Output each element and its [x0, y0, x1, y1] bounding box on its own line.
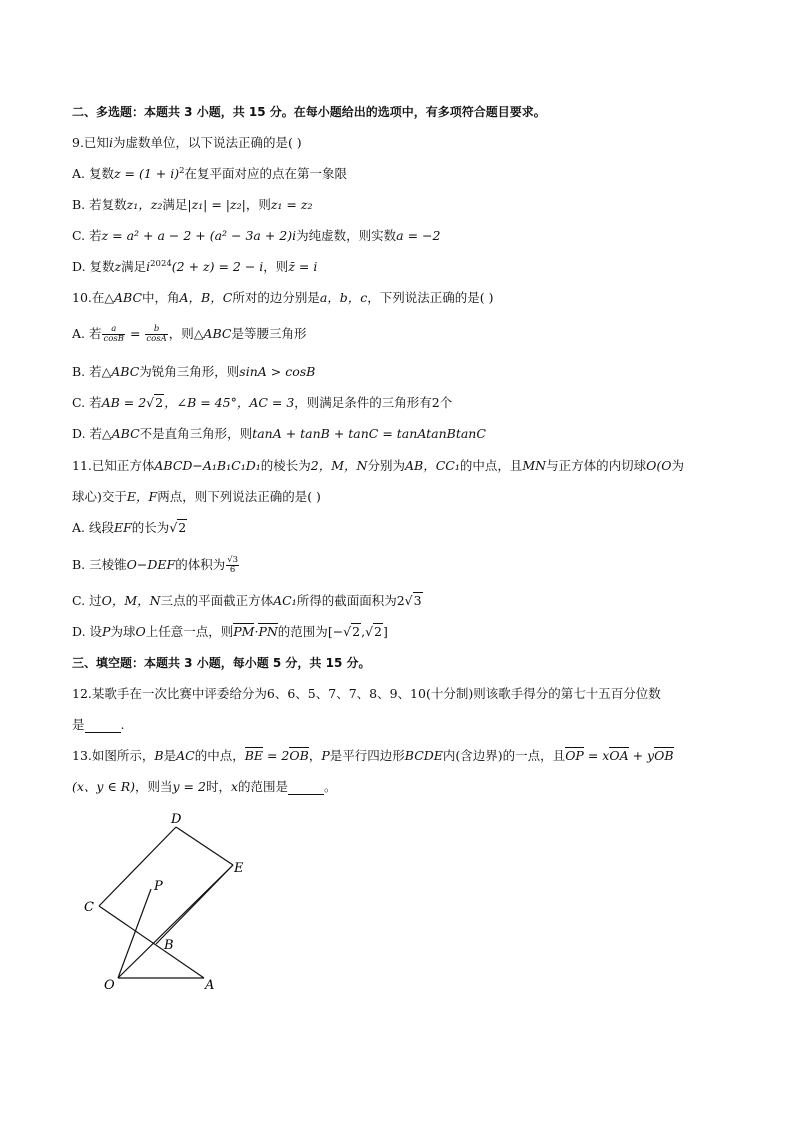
denominator: cosB [103, 334, 124, 344]
math: z = a² + a − 2 + (a² − 3a + 2)i [101, 228, 297, 243]
text: 为纯虚数，则实数 [296, 228, 397, 243]
text: 是等腰三角形 [231, 326, 307, 341]
math: (2 + z) = 2 − i [171, 259, 264, 274]
question-11-option-b [72, 554, 240, 576]
radicand: 3 [413, 593, 422, 608]
segment-OP [118, 889, 151, 978]
math: MN [522, 458, 547, 473]
coefficient: 2 [396, 593, 405, 608]
text: C. 过 [72, 593, 102, 608]
math: a = −2 [396, 228, 441, 243]
range: ] [383, 624, 388, 639]
text: 是平行四边形 [329, 748, 405, 763]
vector: BE [244, 748, 264, 763]
segment-CD [99, 827, 176, 906]
range: , [361, 624, 366, 639]
math: x [230, 779, 239, 794]
math: ABCD−A₁B₁C₁D₁ [154, 458, 261, 473]
text: ，则 [245, 197, 271, 212]
radicand: 2 [352, 624, 361, 639]
text: 时， [205, 779, 231, 794]
text: 是 [72, 717, 85, 732]
text: A. 若 [72, 326, 102, 341]
superscript: 2024 [150, 258, 172, 269]
text: D. 设 [72, 624, 103, 639]
text: C. 若 [72, 395, 102, 410]
text: 内(含边界)的一点，且 [442, 748, 566, 763]
fraction [226, 556, 239, 575]
fraction [145, 325, 167, 344]
question-9-option-a [72, 166, 347, 182]
text: 9.已知 [72, 135, 109, 150]
text: A. 复数 [72, 166, 114, 181]
math: 2，M，N [310, 458, 368, 473]
label-A: A [205, 978, 215, 993]
text: ，则当 [134, 779, 173, 794]
math: E，F [126, 489, 158, 504]
denominator: cosA [146, 334, 167, 344]
question-10-stem [72, 290, 494, 306]
text: B. 三棱锥 [72, 557, 127, 572]
math: |z₁| = |z₂| [187, 197, 246, 212]
question-11-option-a [72, 520, 187, 536]
math: sinA > cosB [239, 364, 316, 379]
question-11-option-c [72, 593, 423, 609]
math: = [125, 326, 145, 341]
math: O，M，N [101, 593, 161, 608]
answer-blank[interactable] [288, 782, 324, 795]
math: BCDE [404, 748, 443, 763]
vector: PN [258, 624, 278, 639]
text: 上任意一点，则 [145, 624, 234, 639]
math: △ABC [101, 364, 140, 379]
math: AC₁ [273, 593, 297, 608]
question-13-line-2 [72, 779, 337, 795]
question-13-figure [78, 810, 268, 1000]
text: B. 若 [72, 364, 102, 379]
question-11-option-d [72, 624, 388, 640]
text: 所得的截面面积为 [296, 593, 397, 608]
math: O(O [646, 458, 672, 473]
question-9-option-b [72, 197, 312, 213]
text: ， [308, 748, 322, 763]
radicand: 2 [155, 395, 164, 410]
vector: OA [609, 748, 629, 763]
sqrt: √2 [146, 395, 164, 410]
math: z̄ = i [288, 259, 318, 274]
math: (x、y ∈ R) [72, 779, 135, 794]
math: z = (1 + i) [113, 166, 180, 181]
superscript: 2 [179, 165, 185, 176]
segment-CA [99, 906, 204, 978]
math: + y [628, 748, 655, 763]
text: ，下列说法正确的是( ) [367, 290, 494, 305]
label-O: O [104, 978, 115, 993]
text: 的中点，且 [459, 458, 523, 473]
label-E: E [234, 861, 244, 876]
math: AC [176, 748, 195, 763]
math: AB = 2 [101, 395, 147, 410]
text: 不是直角三角形，则 [139, 426, 253, 441]
fraction [102, 325, 125, 344]
dot: · [254, 624, 259, 639]
math: AB，CC₁ [404, 458, 460, 473]
text: 的范围为 [277, 624, 328, 639]
text: 球心)交于 [72, 489, 127, 504]
math: P [102, 624, 111, 639]
text: ，则满足条件的三角形有2个 [294, 395, 453, 410]
math: △ABC [102, 426, 140, 441]
text: B. 若复数 [72, 197, 127, 212]
numerator: √3 [227, 555, 239, 565]
text: 满足 [162, 197, 188, 212]
question-10-option-b [72, 364, 315, 380]
question-12-line-1: 12.某歌手在一次比赛中评委给分为6、6、5、7、7、8、9、10(十分制)则该歌手得分的第七十五百分位数 [72, 686, 661, 701]
text: 所对的边分别是 [232, 290, 320, 305]
section-heading-fill-in: 三、填空题：本题共 3 小题，每小题 5 分，共 15 分。 [72, 656, 371, 670]
question-10-option-d [72, 426, 486, 442]
text: 10.在 [72, 290, 105, 305]
segment-OE [118, 865, 233, 978]
text: D. 若 [72, 426, 103, 441]
math: △ABC [193, 326, 232, 341]
vector: PM [233, 624, 255, 639]
question-13-line-1 [72, 748, 674, 764]
label-P: P [154, 879, 163, 894]
math: z [114, 259, 122, 274]
math: EF [113, 520, 132, 535]
text: 为球 [110, 624, 136, 639]
text: 11.已知正方体 [72, 458, 155, 473]
math: O [135, 624, 146, 639]
text: 13.如图所示， [72, 748, 155, 763]
vector: OP [565, 748, 584, 763]
math: z₁，z₂ [126, 197, 163, 212]
text: 的体积为 [175, 557, 226, 572]
text: 两点，则下列说法正确的是( ) [157, 489, 321, 504]
math: i [108, 135, 113, 150]
segment-DE [176, 827, 233, 865]
math: tanA + tanB + tanC = tanAtanBtanC [252, 426, 486, 441]
text: 与正方体的内切球 [546, 458, 647, 473]
text: 为锐角三角形，则 [139, 364, 240, 379]
text: 为 [671, 458, 685, 473]
denominator: 6 [229, 565, 236, 575]
math: i [146, 259, 151, 274]
text: 为虚数单位，以下说法正确的是( ) [112, 135, 302, 150]
text: . [120, 717, 125, 732]
sqrt: √2 [365, 624, 382, 639]
label-C: C [84, 900, 94, 915]
sqrt: √2 [343, 624, 361, 639]
math: = 2 [263, 748, 290, 763]
range: [− [327, 624, 344, 639]
radicand: 2 [374, 624, 382, 639]
math: A，B，C [179, 290, 233, 305]
text: ，则 [263, 259, 289, 274]
math: y = 2 [172, 779, 206, 794]
section-heading-multiple-choice: 二、多选题：本题共 3 小题，共 15 分。在每小题给出的选项中，有多项符合题目要求。 [72, 105, 546, 119]
math: = x [583, 748, 610, 763]
text: 满足 [121, 259, 147, 274]
radicand: 2 [178, 520, 187, 535]
math: B [154, 748, 164, 763]
math: △ABC [104, 290, 143, 305]
math: ，∠B = 45°，AC = 3 [164, 395, 295, 410]
text: 三点的平面截正方体 [160, 593, 274, 608]
question-11-stem-line-2 [72, 489, 321, 505]
vector: OB [654, 748, 674, 763]
label-B: B [164, 938, 174, 953]
question-12-line-2 [72, 717, 125, 733]
radicand: 3 [232, 555, 239, 565]
text: 分别为 [367, 458, 405, 473]
question-9-stem [72, 135, 302, 151]
math: P [321, 748, 330, 763]
question-9-option-d [72, 259, 317, 275]
text: 在复平面对应的点在第一象限 [184, 166, 348, 181]
text: 的棱长为 [260, 458, 311, 473]
text: 。 [324, 779, 337, 794]
text: 的长为 [131, 520, 170, 535]
vector: OB [289, 748, 309, 763]
text: 是 [163, 748, 177, 763]
text: 中，角 [142, 290, 180, 305]
text: A. 线段 [72, 520, 114, 535]
text: 的范围是 [238, 779, 289, 794]
sqrt: √3 [404, 593, 422, 608]
math: O−DEF [126, 557, 176, 572]
text: C. 若 [72, 228, 102, 243]
math: z₁ = z₂ [270, 197, 313, 212]
question-9-option-c [72, 228, 440, 244]
label-D: D [171, 812, 182, 827]
question-10-option-a [72, 324, 306, 344]
numerator: a [102, 325, 125, 335]
question-11-stem-line-1 [72, 458, 684, 474]
sqrt: √2 [169, 520, 187, 535]
question-10-option-c [72, 395, 452, 411]
text: D. 复数 [72, 259, 115, 274]
answer-blank[interactable] [85, 720, 121, 733]
text: 的中点， [194, 748, 245, 763]
text: ，则 [168, 326, 194, 341]
math: a，b，c [319, 290, 368, 305]
numerator: b [145, 325, 167, 335]
